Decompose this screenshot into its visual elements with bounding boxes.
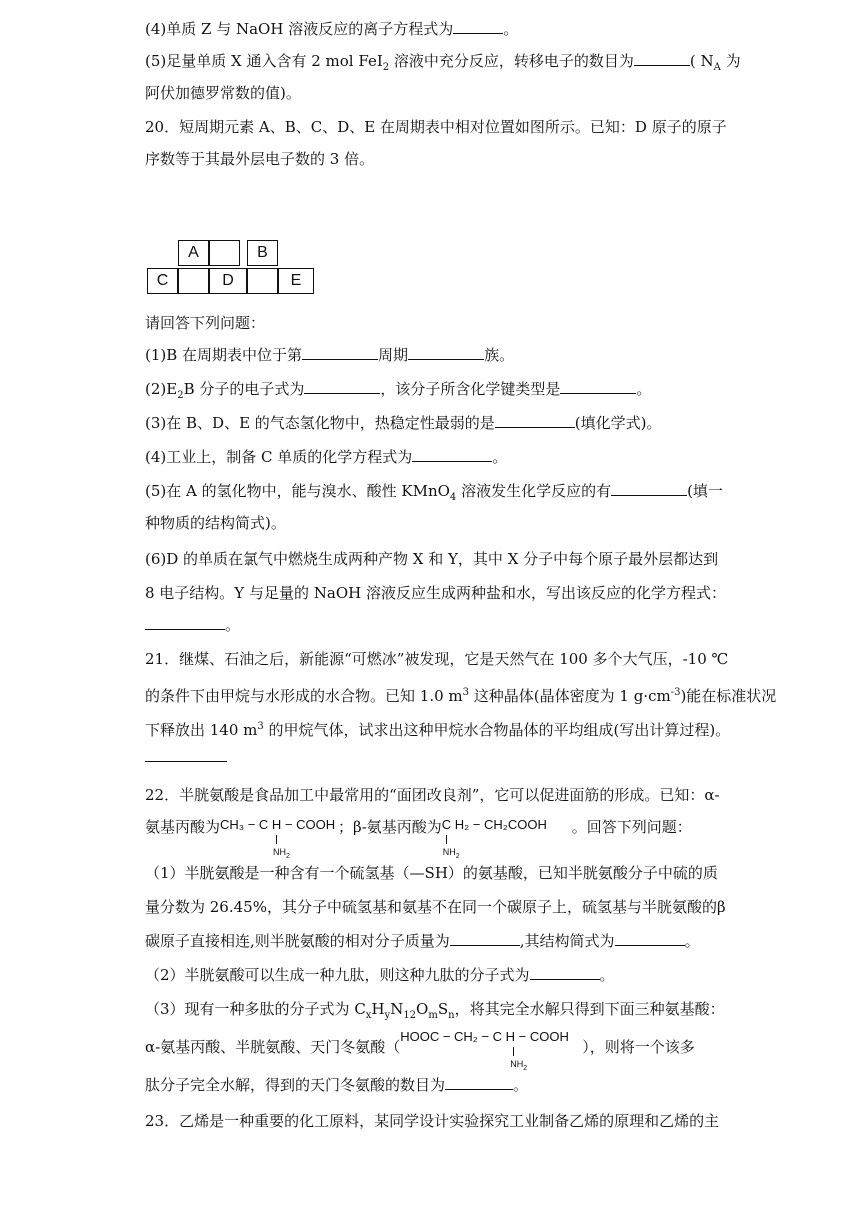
- q20-part3: (3)在 B、D、E 的气态氢化物中，热稳定性最弱的是 (填化学式)。: [145, 414, 662, 432]
- q20-part2: $(2)E_2B$ 分子的电子式为 ，该分子所含化学键类型是 。: [145, 380, 652, 401]
- table-cell-empty: [247, 268, 278, 294]
- answer-blank[interactable]: [634, 50, 690, 66]
- alpha-alanine-formula: CH₃ − C H − COOH $NH_2$: [220, 816, 338, 850]
- table-cell-a: A: [178, 240, 209, 266]
- q23-stem-line1: 23．乙烯是一种重要的化工原料，某同学设计实验探究工业制备乙烯的原理和乙烯的主: [145, 1112, 720, 1130]
- answer-blank[interactable]: [530, 964, 600, 980]
- q21-answer-line: [145, 746, 227, 768]
- answer-blank[interactable]: [450, 930, 520, 946]
- table-cell-empty: [178, 268, 209, 294]
- q20-stem-line2: 序数等于其最外层电子数的 3 倍。: [145, 150, 375, 168]
- answer-blank[interactable]: [615, 930, 685, 946]
- q20-part5: (5)在 A 的氢化物中，能与溴水、酸性 KMnO$_4$ 溶液发生化学反应的有 (填一: [145, 482, 723, 503]
- q20-part6-line3: 。: [145, 614, 240, 636]
- amino-group: $NH_2$: [273, 847, 290, 860]
- q20-part4: (4)工业上，制备 C 单质的化学方程式为 。: [145, 448, 508, 466]
- aspartic-acid-formula: HOOC − CH₂ − C H − COOH $NH_2$: [400, 1028, 582, 1062]
- q22-stem-line2: 氨基丙酸为 CH₃ − C H − COOH $NH_2$ ；β-氨基丙酸为 C H₂ − CH₂COOH $NH_2$ 。回答下列问题：: [145, 816, 692, 852]
- answer-blank[interactable]: [495, 412, 575, 428]
- table-cell-b: B: [247, 240, 278, 266]
- answer-blank[interactable]: [408, 344, 484, 360]
- q22-part3-line3: 肽分子完全水解，得到的天门冬氨酸的数目为 。: [145, 1076, 529, 1094]
- answer-blank[interactable]: [445, 1074, 513, 1090]
- answer-blank[interactable]: [560, 378, 636, 394]
- answer-blank[interactable]: [304, 378, 380, 394]
- table-cell-empty: [209, 240, 240, 266]
- answer-blank[interactable]: [302, 344, 378, 360]
- answer-blank[interactable]: [145, 746, 227, 762]
- q20-part5-line2: 种物质的结构简式)。: [145, 514, 286, 532]
- table-cell-c: C: [147, 268, 178, 294]
- q20-stem-line1: 20．短周期元素 A、B、C、D、E 在周期表中相对位置如图所示。已知：D 原子的原子: [145, 118, 727, 136]
- q22-stem-line1: 22．半胱氨酸是食品加工中最常用的“面团改良剂”，它可以促进面筋的形成。已知：α-: [145, 786, 720, 804]
- beta-alanine-formula: C H₂ − CH₂COOH $NH_2$: [442, 816, 572, 850]
- q20-part6-line2: 8 电子结构。Y 与足量的 NaOH 溶液反应生成两种盐和水，写出该反应的化学方程式：: [145, 584, 726, 602]
- q22-part3-line1: （3）现有一种多肽的分子式为 $C_xH_yN_{12}O_mS_n$，将其完全水解只得到下面三种氨基酸：: [145, 1000, 725, 1021]
- q22-part1-line2: 量分数为 26.45%，其分子中硫氢基和氨基不在同一个碳原子上，硫氢基与半胱氨酸的β: [145, 898, 726, 916]
- table-cell-e: E: [278, 268, 314, 294]
- q19-part5-line2: 阿伏加德罗常数的值)。: [145, 84, 301, 102]
- amino-group: $NH_2$: [510, 1059, 528, 1072]
- q22-part2: （2）半胱氨酸可以生成一种九肽，则这种九肽的分子式为 。: [145, 966, 615, 984]
- q22-part3-line2: α-氨基丙酸、半胱氨酸、天门冬氨酸（ HOOC − CH₂ − C H − COOH $NH_2$ ），则将一个该多: [145, 1028, 695, 1064]
- q21-line1: 21．继煤、石油之后，新能源“可燃冰”被发现，它是天然气在 100 多个大气压，-10 ℃: [145, 650, 729, 668]
- q20-prompt: 请回答下列问题：: [145, 314, 266, 332]
- amino-group: $NH_2$: [442, 847, 460, 860]
- answer-blank[interactable]: [412, 446, 492, 462]
- table-cell-d: D: [209, 268, 247, 294]
- q20-part1: (1)B 在周期表中位于第 周期 族。: [145, 346, 515, 364]
- q22-part1-line1: （1）半胱氨酸是一种含有一个硫氢基（—SH）的氨基酸，已知半胱氨酸分子中硫的质: [145, 864, 718, 882]
- answer-blank[interactable]: [145, 614, 225, 630]
- answer-blank[interactable]: [611, 480, 687, 496]
- q22-part1-line3: 碳原子直接相连,则半胱氨酸的相对分子质量为 ,其结构简式为 。: [145, 932, 700, 950]
- q20-part6-line1: (6)D 的单质在氯气中燃烧生成两种产物 X 和 Y，其中 X 分子中每个原子最外层都达到: [145, 550, 719, 568]
- q19-part5: (5)足量单质 X 通入含有 2 mol FeI$_2$ 溶液中充分反应，转移电子的数目为 ( $N_A$ 为: [145, 52, 741, 73]
- q21-line2: 的条件下由甲烷与水形成的水合物。已知 1.0 $m^3$ 这种晶体(晶体密度为 1 $g\cdot cm^{-3}$)能在标准状况: [145, 687, 777, 705]
- q19-part4: (4)单质 Z 与 NaOH 溶液反应的离子方程式为 。: [145, 20, 519, 38]
- answer-blank[interactable]: [453, 18, 503, 34]
- q21-line3: 下释放出 140 $m^3$ 的甲烷气体，试求出这种甲烷水合物晶体的平均组成(写出计算过程)。: [145, 721, 731, 739]
